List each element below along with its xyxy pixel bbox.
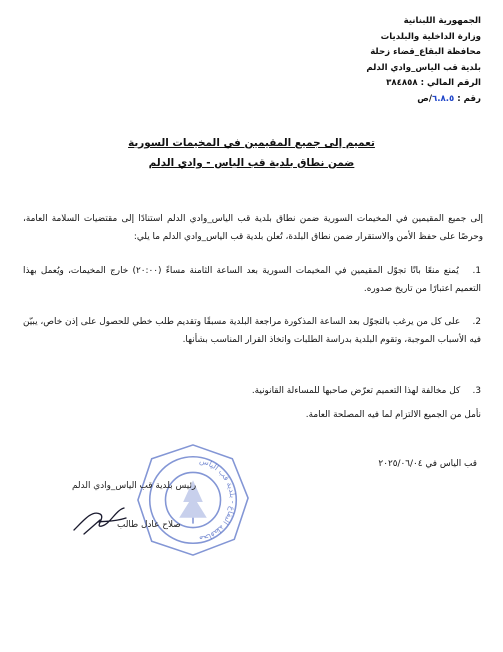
- letterhead-ministry: وزارة الداخلية والبلديات: [380, 31, 481, 42]
- reference-line: [251, 92, 481, 108]
- signatory-title: رئيس بلدية قب الياس_وادي الدلم: [72, 481, 197, 491]
- svg-text:محافظة البقاع - بلدية قب الياس: [198, 456, 237, 544]
- handwritten-signature: [70, 500, 130, 536]
- list-item: [23, 383, 481, 401]
- letterhead: [251, 14, 481, 107]
- item-text: كل مخالفة لهذا التعميم تعرّض صاحبها للمساءلة القانونية.: [251, 386, 461, 396]
- item-text: يُمنع منعًا باتًا تجوّل المقيمين في المخيمات السورية بعد الساعة الثامنة مساءً (٢٠:٠٠) خارج المخيمات، ويُعمل بهذا التعميم اعتبارًا من تاريخ صدوره.: [23, 266, 481, 294]
- circular-title: تعميم إلى جميع المقيمين في المخيمات السورية: [128, 137, 375, 149]
- reference-label: رقم :: [457, 93, 481, 104]
- letterhead-municipality: بلدية قب الياس_وادي الدلم: [366, 62, 481, 73]
- item-number: 1.: [472, 266, 481, 276]
- intro-paragraph: إلى جميع المقيمين في المخيمات السورية ضمن نطاق بلدية قب الياس_وادي الدلم استنادًا إلى مقتضيات السلامة العامة، وحرصًا على حفظ الأمن والاستقرار ضمن نطاق البلدة، تُعلن بلدية قب الياس_وادي الدلم ما يلي:: [23, 214, 483, 242]
- closing-line: نأمل من الجميع الالتزام لما فيه المصلحة العامة.: [305, 410, 481, 420]
- list-item: [23, 314, 481, 349]
- date-line: قب الياس في ٢٠٢٥/٠٦/٠٤: [378, 459, 477, 469]
- letterhead-republic: الجمهورية اللبنانية: [403, 16, 481, 26]
- letterhead-governorate: محافظة البقاع_قضاء زحلة: [370, 47, 481, 57]
- item-number: 2.: [472, 317, 482, 327]
- municipal-stamp: [134, 441, 252, 559]
- signatory-name: صلاح عادل طالب: [117, 520, 181, 530]
- list-item: [23, 263, 481, 298]
- reference-suffix: /ص: [417, 93, 432, 104]
- reference-number: ٦.٨.٥: [431, 93, 455, 104]
- letterhead-financial-number: الرقم المالي : ٣٨٤٨٥٨: [386, 78, 481, 88]
- stamp-lettering: محافظة البقاع - بلدية قب الياس: [198, 456, 238, 544]
- item-number: 3.: [472, 386, 481, 396]
- circular-subtitle: ضمن نطاق بلدية قب الياس - وادي الدلم: [148, 157, 355, 169]
- item-text: على كل من يرغب بالتجوّل بعد الساعة المذكورة مراجعة البلدية مسبقًا وتقديم طلب خطي للحصول على إذن خاص، يبيّن فيه الأسباب الموجبة، وتقوم البلدية بدراسة الطلبات واتخاذ القرار المناسب بشأنها.: [23, 317, 481, 345]
